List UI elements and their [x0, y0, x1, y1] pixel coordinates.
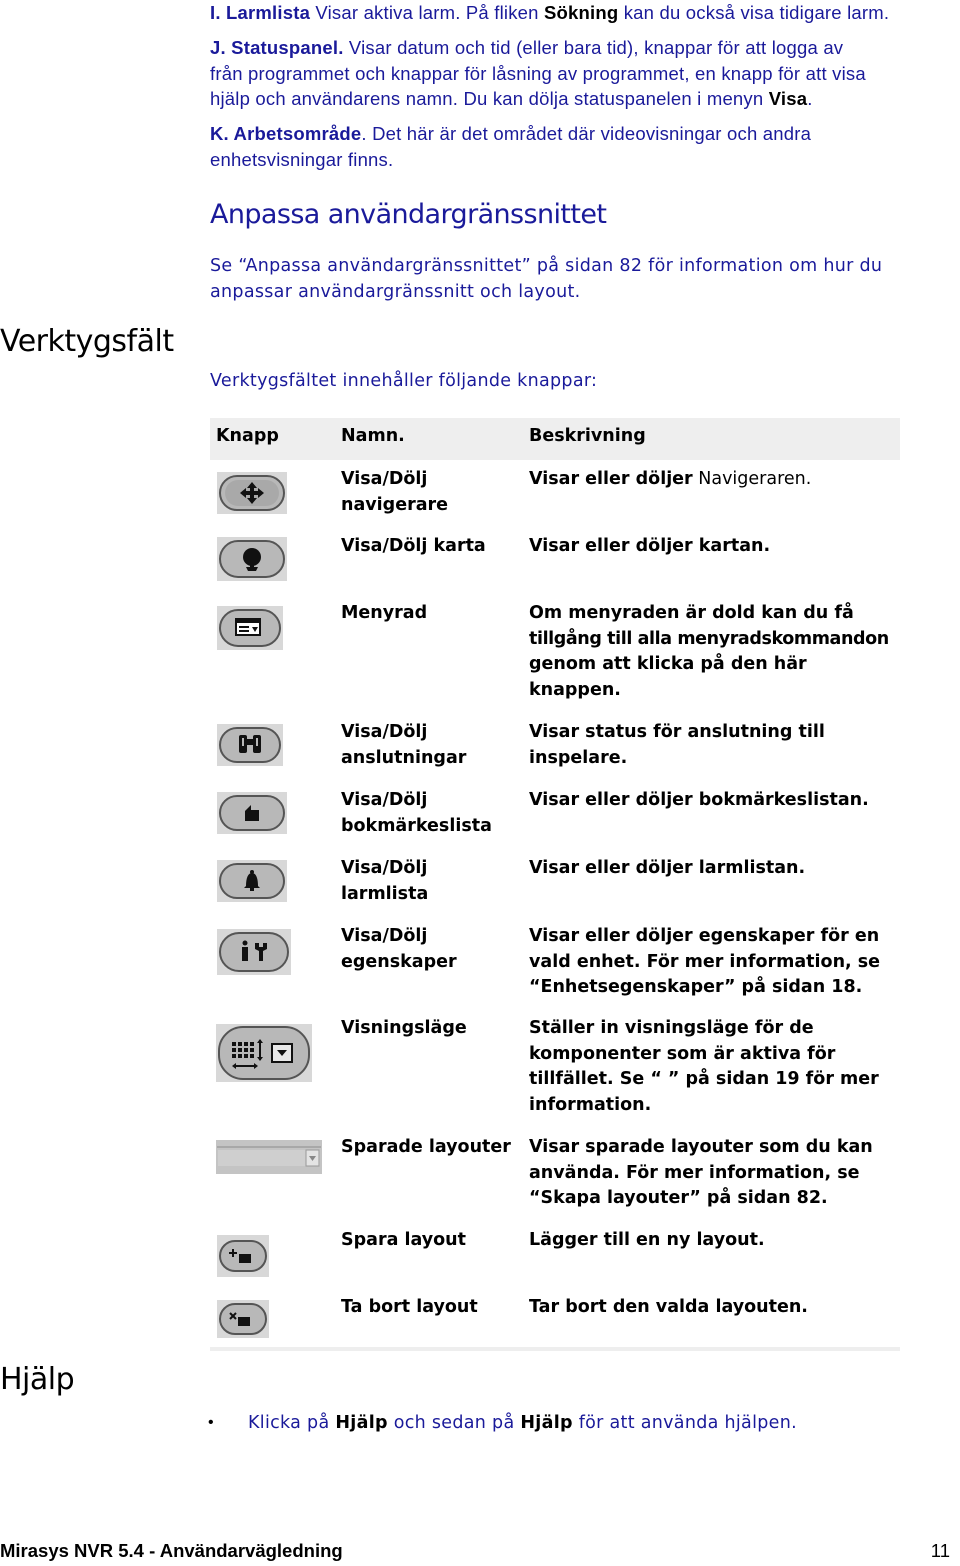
table-row-desc: [529, 856, 899, 882]
table-row-name: [341, 601, 521, 627]
view-mode-grid-icon: [216, 1024, 312, 1087]
row-7-desc-4: information.: [529, 1094, 652, 1115]
footer-page-number: 11: [930, 1540, 950, 1561]
table-row-desc: [529, 720, 899, 771]
row-7-desc-2: komponenter som är aktiva för: [529, 1043, 836, 1064]
help-bullet-mid: och sedan på: [387, 1413, 521, 1433]
help-bullet-pre: Klicka på: [248, 1413, 336, 1433]
row-0-name-1: Visa/Dölj: [341, 469, 428, 489]
row-0-desc-1: Visar eller döljer: [529, 469, 693, 489]
item-k-line-2: enhetsvisningar finns.: [210, 148, 394, 170]
table-row-name: [341, 1016, 521, 1042]
item-j-line-3-strong: Visa: [768, 88, 808, 109]
delete-layout-icon: [217, 1300, 269, 1343]
row-2-desc-2: tillgång till alla menyradskommandon: [529, 628, 889, 649]
row-10-name-1: Ta bort layout: [341, 1297, 478, 1317]
row-8-desc-2: använda. För mer information, se: [529, 1162, 860, 1183]
table-header-namn: Namn.: [341, 426, 405, 446]
bookmark-icon: [217, 792, 287, 839]
item-k-label: K. Arbetsområde: [210, 123, 362, 144]
item-j: [210, 35, 866, 112]
table-row-name: [341, 924, 521, 975]
binoculars-icon: [217, 724, 283, 771]
add-layout-icon: [217, 1235, 269, 1282]
row-1-desc-1: Visar eller döljer kartan.: [529, 536, 771, 556]
toolbar-side-heading: Verktygsfält: [0, 324, 174, 359]
row-8-desc-3: “Skapa layouter” på sidan 82.: [529, 1188, 828, 1208]
row-0-desc-1b: Navigeraren.: [692, 469, 812, 489]
row-10-desc-1: Tar bort den valda layouten.: [529, 1297, 808, 1317]
item-j-line-3-post: .: [807, 88, 813, 109]
alarm-bell-icon: [217, 860, 287, 907]
row-7-desc-3: tillfället. Se “ ” på sidan 19 för mer: [529, 1069, 879, 1089]
row-2-desc-3: genom att klicka på den här: [529, 654, 807, 674]
help-side-heading: Hjälp: [0, 1362, 75, 1397]
row-7-desc-1: Ställer in visningsläge för de: [529, 1018, 814, 1038]
table-row-name: [341, 1135, 521, 1161]
help-bullet-text: [248, 1413, 797, 1433]
table-row-name: [341, 534, 521, 560]
row-4-name-2: bokmärkeslista: [341, 815, 492, 836]
table-row-name: [341, 467, 521, 518]
row-8-name-1: Sparade layouter: [341, 1137, 511, 1157]
row-3-name-1: Visa/Dölj: [341, 722, 428, 742]
row-7-name-1: Visningsläge: [341, 1018, 467, 1038]
item-i-label: I. Larmlista: [210, 2, 311, 23]
table-row-desc: [529, 1016, 899, 1118]
row-3-name-2: anslutningar: [341, 747, 467, 768]
row-6-desc-2: vald enhet. För mer information, se: [529, 951, 881, 972]
row-4-desc-1: Visar eller döljer bokmärkeslistan.: [529, 790, 869, 810]
footer-title: Mirasys NVR 5.4 - Användarvägledning: [0, 1540, 343, 1561]
row-6-name-2: egenskaper: [341, 951, 457, 972]
saved-layouts-dropdown-icon: [216, 1140, 322, 1179]
customize-text: [210, 253, 882, 305]
table-row-name: [341, 1295, 521, 1321]
bullet-icon: •: [208, 1414, 214, 1431]
menu-bar-icon: [217, 606, 283, 655]
customize-line-2: anpassar användargränssnitt och layout.: [210, 282, 581, 302]
table-row-desc: [529, 1295, 899, 1321]
row-9-desc-1: Lägger till en ny layout.: [529, 1230, 765, 1250]
help-bullet-strong-2: Hjälp: [520, 1413, 573, 1433]
table-bottom-rule: [210, 1347, 900, 1351]
info-wrench-icon: [217, 929, 291, 980]
table-row-name: [341, 720, 521, 771]
item-k: [210, 121, 811, 172]
row-5-name-1: Visa/Dölj: [341, 858, 428, 878]
item-j-label: J. Statuspanel.: [210, 37, 344, 58]
table-row-desc: [529, 534, 899, 560]
row-2-desc-1: Om menyraden är dold kan du få: [529, 603, 854, 623]
table-header-knapp: Knapp: [216, 426, 279, 446]
row-6-desc-3: “Enhetsegenskaper” på sidan 18.: [529, 977, 863, 997]
row-9-name-1: Spara layout: [341, 1230, 466, 1250]
table-row-desc: [529, 467, 899, 493]
globe-map-icon: [217, 537, 287, 586]
table-row-desc: [529, 601, 899, 703]
row-5-name-2: larmlista: [341, 883, 429, 904]
item-j-line-2: från programmet och knappar för låsning av programmet, en knapp för att visa: [210, 62, 866, 84]
row-3-desc-2: inspelare.: [529, 747, 628, 768]
table-header-beskrivning: Beskrivning: [529, 426, 646, 446]
table-row-desc: [529, 788, 899, 814]
help-bullet-post: för att använda hjälpen.: [572, 1413, 797, 1433]
item-i-strong: Sökning: [544, 2, 619, 23]
item-j-line-3-pre: hjälp och användarens namn. Du kan dölja statuspanelen i menyn: [210, 88, 769, 109]
row-6-name-1: Visa/Dölj: [341, 926, 428, 946]
table-row-name: [341, 788, 521, 839]
item-i-text-2: kan du också visa tidigare larm.: [618, 2, 890, 23]
customize-heading: Anpassa användargränssnittet: [210, 199, 607, 230]
table-row-desc: [529, 924, 899, 1001]
row-4-name-1: Visa/Dölj: [341, 790, 428, 810]
item-i: [210, 0, 889, 26]
customize-line-1: Se “Anpassa användargränssnittet” på sidan 82 för information om hur du: [210, 256, 883, 276]
row-5-desc-1: Visar eller döljer larmlistan.: [529, 858, 806, 878]
table-row-desc: [529, 1135, 899, 1212]
row-8-desc-1: Visar sparade layouter som du kan: [529, 1137, 873, 1157]
toolbar-intro: Verktygsfältet innehåller följande knappar:: [210, 371, 598, 391]
item-j-line-1: Visar datum och tid (eller bara tid), knappar för att logga av: [343, 37, 844, 58]
navigator-move-icon: [217, 472, 287, 519]
row-1-name-1: Visa/Dölj karta: [341, 536, 486, 556]
table-row-desc: [529, 1228, 899, 1254]
item-i-text-1: Visar aktiva larm. På fliken: [310, 2, 544, 23]
row-3-desc-1: Visar status för anslutning till: [529, 722, 825, 742]
help-bullet-strong-1: Hjälp: [335, 1413, 388, 1433]
item-k-line-1: . Det här är det området där videovisningar och andra: [361, 123, 812, 144]
table-row-name: [341, 856, 521, 907]
row-2-desc-4: knappen.: [529, 679, 621, 700]
row-0-name-2: navigerare: [341, 494, 449, 515]
table-row-name: [341, 1228, 521, 1254]
row-6-desc-1: Visar eller döljer egenskaper för en: [529, 926, 880, 946]
row-2-name-1: Menyrad: [341, 603, 428, 623]
